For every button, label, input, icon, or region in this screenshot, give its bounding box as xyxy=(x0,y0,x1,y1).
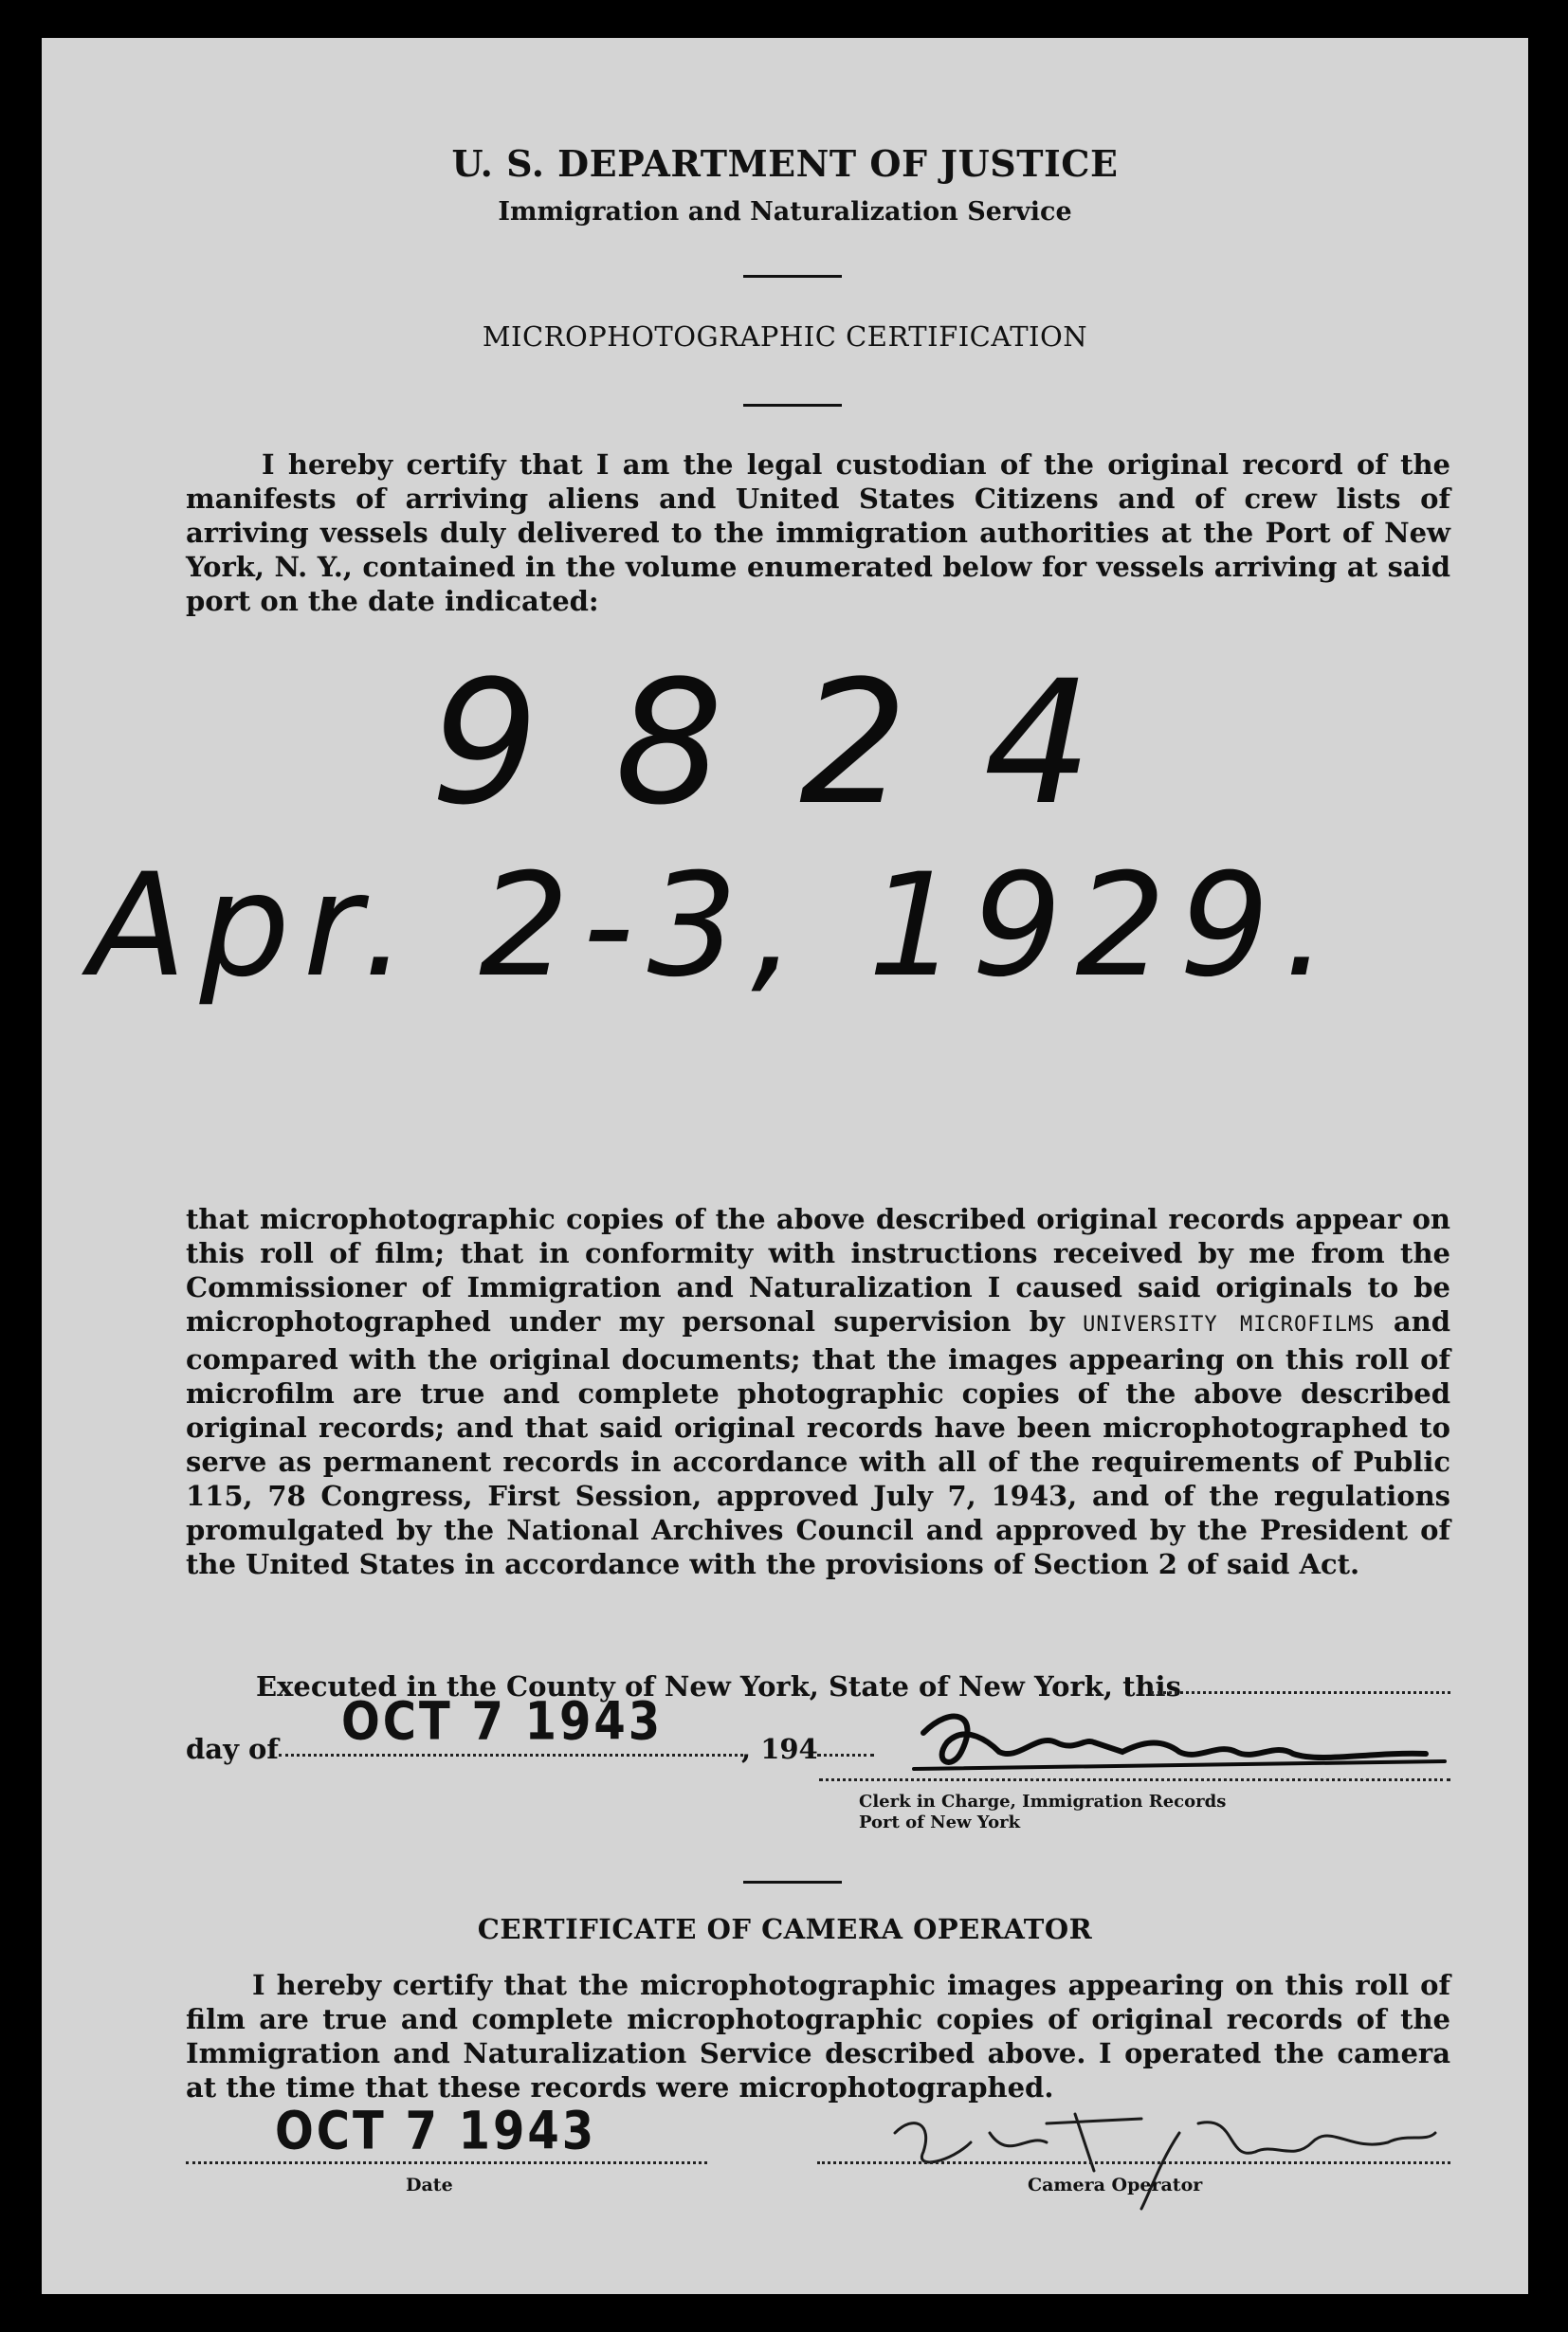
handwritten-arrival-date: Apr. 2-3, 1929. xyxy=(89,844,1341,1009)
clerk-title-line1: Clerk in Charge, Immigration Records xyxy=(859,1792,1227,1812)
day-of-blank xyxy=(279,1754,743,1757)
certification-body xyxy=(186,1202,1450,1581)
executed-line: Executed in the County of New York, State of New York, this xyxy=(256,1670,1181,1703)
certification-body-part1: that microphotographic copies of the above described original records appear on this roll of film; that in conformity with instructions received by me from the Commissioner of Immigration and Naturalization I caused said originals to be microphotographed under my personal supervision by xyxy=(186,1203,1450,1338)
year-blank xyxy=(817,1754,874,1757)
camera-operator-label: Camera Operator xyxy=(1028,2175,1203,2195)
divider-mid xyxy=(743,404,842,407)
camera-operator-signature-image xyxy=(857,2076,1445,2218)
certification-body-part2: and compared with the original documents; that the images appearing on this roll of microfilm are true and complete photographic copies of the above described original records; and that said original records have been microphotographed to serve as permanent records in accordance with all of the requirements of Public 115, 78 Congress, First Session, approved July 7, 1943, and of the regulations promulgated by the National Archives Council and approved by the President of the United States in accordance with the provisions of Section 2 of said Act. xyxy=(186,1305,1450,1580)
microphotographic-certification-title: MICROPHOTOGRAPHIC CERTIFICATION xyxy=(482,320,1088,353)
camera-date-label: Date xyxy=(406,2175,453,2195)
camera-date-line xyxy=(186,2161,707,2164)
handwritten-volume-number: 9824 xyxy=(430,645,1169,843)
camera-date-stamp: OCT 7 1943 xyxy=(275,2100,597,2162)
microfilm-company: UNIVERSITY MICROFILMS xyxy=(1083,1313,1376,1337)
service-subheading: Immigration and Naturalization Service xyxy=(498,197,1072,227)
divider-top xyxy=(743,275,842,278)
custodian-statement: I hereby certify that I am the legal custodian of the original record of the manifests of arriving aliens and United States Citizens and of crew lists of arriving vessels duly delivered to the immigration authorities at the Port of New York, N. Y., contained in the volume enumerated below for vessels arriving at said port on the date indicated: xyxy=(186,448,1450,617)
clerk-title-line2: Port of New York xyxy=(859,1813,1021,1832)
camera-operator-title: CERTIFICATE OF CAMERA OPERATOR xyxy=(477,1913,1093,1945)
camera-operator-line xyxy=(817,2161,1450,2164)
department-heading: U. S. DEPARTMENT OF JUSTICE xyxy=(451,142,1119,185)
clerk-signature-image xyxy=(895,1685,1464,1799)
executed-date-stamp: OCT 7 1943 xyxy=(341,1690,664,1753)
certificate-page xyxy=(42,38,1528,2294)
year-prefix: , 194 xyxy=(741,1733,818,1765)
clerk-signature-line xyxy=(819,1778,1450,1781)
camera-operator-statement: I hereby certify that the microphotographic images appearing on this roll of film are true and complete microphotographic copies of original records of the Immigration and Naturalization Service described above. I operated the camera at the time that these records were microphotographed. xyxy=(186,1969,1450,2104)
day-of-label: day of xyxy=(186,1733,279,1765)
divider-lower xyxy=(743,1881,842,1884)
